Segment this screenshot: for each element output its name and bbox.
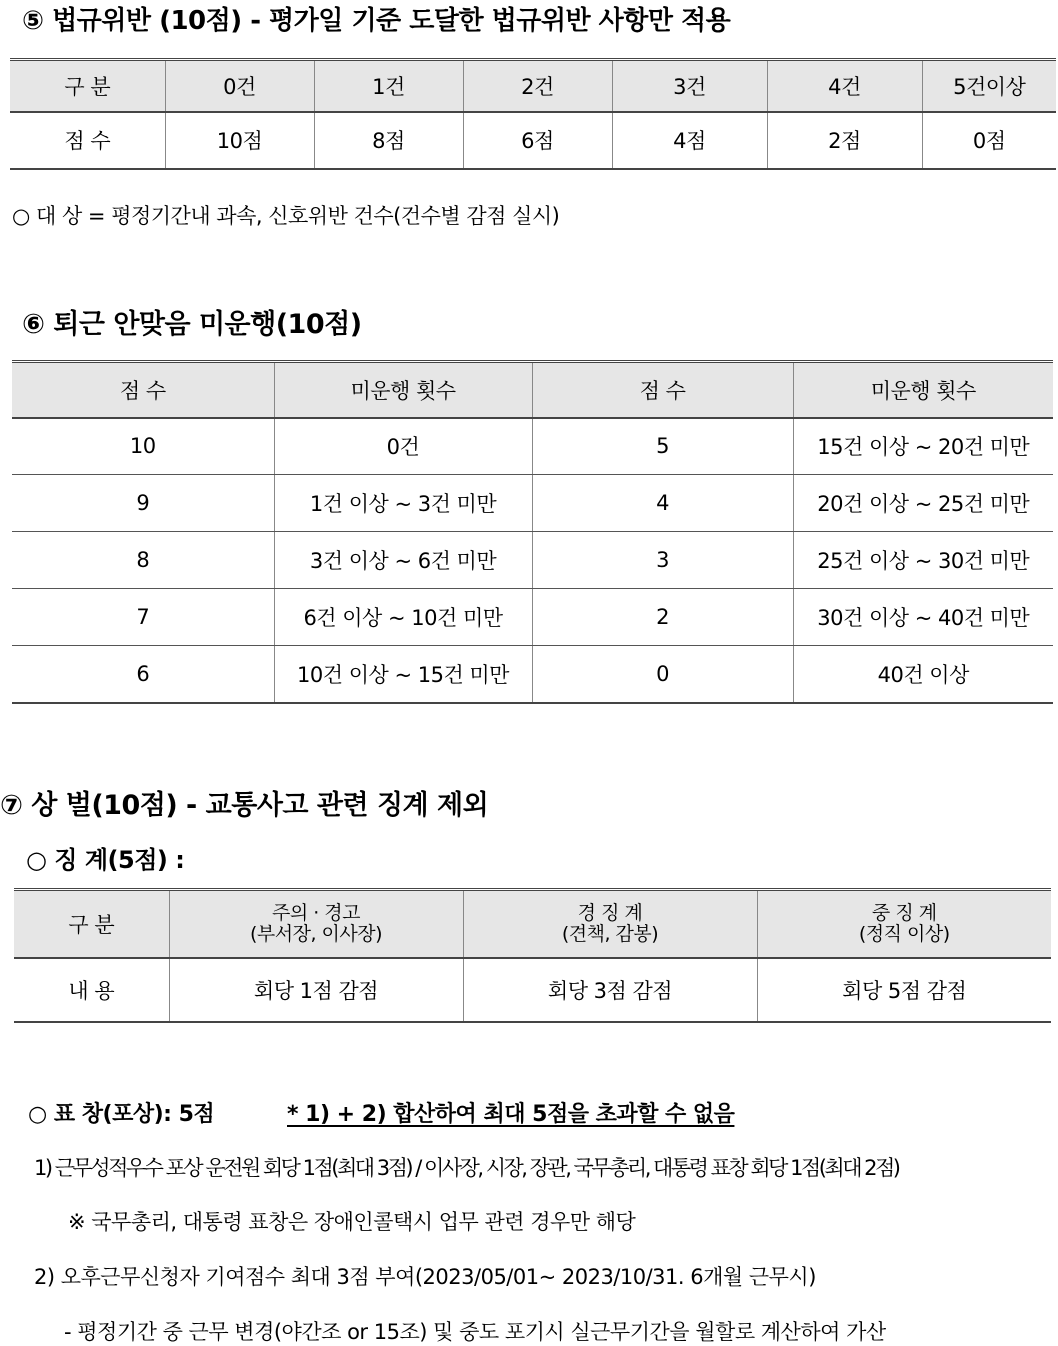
award-item-2-note: - 평정기간 중 근무 변경(야간조 or 15조) 및 중도 포기시 실근무기간을 월할로 계산하여 가산 xyxy=(64,1320,886,1344)
table-row xyxy=(10,112,1056,169)
header-line1: 중 징 계 xyxy=(871,901,937,924)
header-cell xyxy=(463,890,757,958)
award-item-2: 2) 오후근무신청자 기여점수 최대 3점 부여(2023/05/01~ 2023/10/31. 6개월 근무시) xyxy=(34,1265,816,1289)
violation-table xyxy=(10,58,1056,170)
table-cell: 3건 이상 ~ 6건 미만 xyxy=(274,532,532,589)
award-item-1-note: ※ 국무총리, 대통령 표창은 장애인콜택시 업무 관련 경우만 해당 xyxy=(68,1210,636,1234)
header-cell: 점 수 xyxy=(532,362,793,418)
table-cell: 9 xyxy=(12,475,274,532)
header-cell: 미운행 횟수 xyxy=(274,362,532,418)
table-cell: 6점 xyxy=(463,112,612,169)
table-cell: 회당 1점 감점 xyxy=(169,958,463,1022)
table-cell: 회당 5점 감점 xyxy=(757,958,1051,1022)
table-cell: 40건 이상 xyxy=(793,646,1053,703)
table-row xyxy=(12,589,1053,646)
discipline-header-row xyxy=(14,890,1051,958)
header-cell: 점 수 xyxy=(12,362,274,418)
header-cell xyxy=(169,890,463,958)
table-cell: 8 xyxy=(12,532,274,589)
header-cell: 미운행 횟수 xyxy=(793,362,1053,418)
table-cell: 점 수 xyxy=(10,112,165,169)
table-cell: 6건 이상 ~ 10건 미만 xyxy=(274,589,532,646)
table-row xyxy=(14,958,1051,1022)
table-row xyxy=(12,532,1053,589)
table-cell: 0건 xyxy=(274,418,532,475)
table-cell: 내 용 xyxy=(14,958,169,1022)
table-cell: 1건 이상 ~ 3건 미만 xyxy=(274,475,532,532)
table-row xyxy=(12,418,1053,475)
header-cell: 4건 xyxy=(767,60,922,112)
table-cell: 8점 xyxy=(314,112,463,169)
section7-title: ⑦ 상 벌(10점) - 교통사고 관련 징계 제외 xyxy=(0,790,489,821)
non-operation-header-row xyxy=(12,362,1053,418)
table-cell: 4점 xyxy=(612,112,767,169)
header-line2: (견책, 감봉) xyxy=(561,922,659,945)
section6-title: ⑥ 퇴근 안맞음 미운행(10점) xyxy=(22,309,362,340)
header-cell: 1건 xyxy=(314,60,463,112)
table-cell: 10 xyxy=(12,418,274,475)
table-cell: 10건 이상 ~ 15건 미만 xyxy=(274,646,532,703)
table-cell: 3 xyxy=(532,532,793,589)
table-cell: 15건 이상 ~ 20건 미만 xyxy=(793,418,1053,475)
violation-header-row xyxy=(10,60,1056,112)
header-cell: 구 분 xyxy=(10,60,165,112)
table-row xyxy=(12,475,1053,532)
table-cell: 30건 이상 ~ 40건 미만 xyxy=(793,589,1053,646)
table-cell: 4 xyxy=(532,475,793,532)
header-line1: 경 징 계 xyxy=(577,901,643,924)
award-label: ○ 표 창(포상): 5점 xyxy=(28,1102,215,1127)
header-line1: 주의 · 경고 xyxy=(271,901,361,924)
table-cell: 회당 3점 감점 xyxy=(463,958,757,1022)
award-note: * 1) + 2) 합산하여 최대 5점을 초과할 수 없음 xyxy=(287,1102,735,1127)
table-cell: 25건 이상 ~ 30건 미만 xyxy=(793,532,1053,589)
section5-note: ○ 대 상 = 평정기간내 과속, 신호위반 건수(건수별 감점 실시) xyxy=(12,204,560,228)
table-cell: 5 xyxy=(532,418,793,475)
header-cell: 3건 xyxy=(612,60,767,112)
header-cell xyxy=(14,890,169,958)
table-row xyxy=(12,646,1053,703)
header-line2: (정직 이상) xyxy=(858,922,950,945)
table-cell: 2점 xyxy=(767,112,922,169)
table-cell: 0 xyxy=(532,646,793,703)
table-cell: 6 xyxy=(12,646,274,703)
discipline-subtitle: ○ 징 계(5점) : xyxy=(26,846,185,874)
header-cell: 0건 xyxy=(165,60,314,112)
table-cell: 10점 xyxy=(165,112,314,169)
table-cell: 7 xyxy=(12,589,274,646)
header-cell xyxy=(757,890,1051,958)
table-cell: 0점 xyxy=(922,112,1056,169)
non-operation-table xyxy=(12,360,1053,704)
header-line1: 구 분 xyxy=(68,912,115,937)
table-cell: 20건 이상 ~ 25건 미만 xyxy=(793,475,1053,532)
header-cell: 2건 xyxy=(463,60,612,112)
section5-title: ⑤ 법규위반 (10점) - 평가일 기준 도달한 법규위반 사항만 적용 xyxy=(22,6,731,36)
table-cell: 2 xyxy=(532,589,793,646)
header-cell: 5건이상 xyxy=(922,60,1056,112)
header-line2: (부서장, 이사장) xyxy=(249,922,383,945)
discipline-table xyxy=(14,888,1051,1023)
award-item-1: 1) 근무성적우수 포상 운전원 회당 1점(최대 3점) / 이사장, 시장, 장관, 국무총리, 대통령 표창 회당 1점(최대 2점) xyxy=(34,1156,899,1180)
